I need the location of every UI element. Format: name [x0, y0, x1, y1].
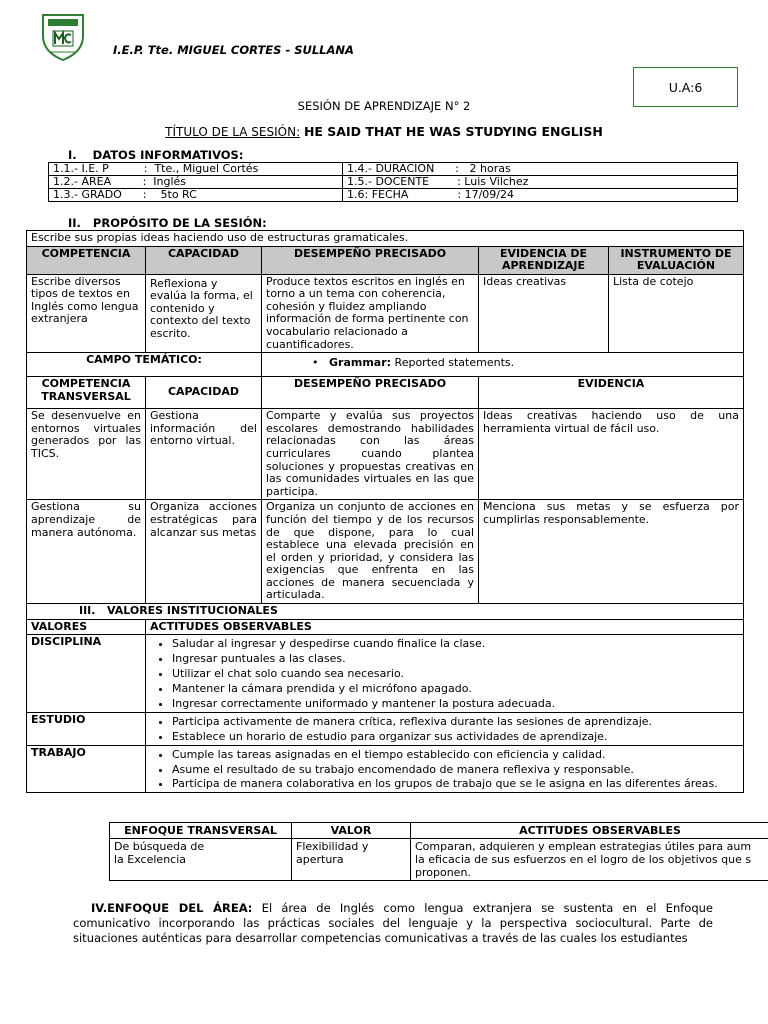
ua-label: U.A:6 — [668, 79, 703, 95]
enfoque-line: apertura — [296, 853, 344, 866]
competencia-cell: Escribe diversos tipos de textos en Inglés como lengua extranjera — [27, 274, 146, 353]
list-item: • Mantener la cámara prendida y el micrófono apagado. — [172, 681, 739, 696]
valor-name: TRABAJO — [27, 746, 146, 793]
enfoque-area-text: El área de Inglés como lengua extranjera se sustenta en el Enfoque comunicativo incorporando las prácticas sociales del lenguaje y la perspectiva sociocultural. Parte de situaciones auténticas para desarrollar competencias comunicativas a través de las cuales los estudiantes — [73, 901, 713, 945]
header-cell: CAPACIDAD — [146, 377, 262, 409]
header-cell: CAPACIDAD — [146, 246, 262, 274]
table-row — [27, 635, 744, 713]
header-cell: ENFOQUE TRANSVERSAL — [110, 823, 292, 839]
table-row — [27, 746, 744, 793]
enfoque-area-paragraph — [73, 901, 713, 946]
datos-cell: 1.3.- GRADO : 5to RC — [49, 189, 343, 202]
table-row — [27, 619, 744, 635]
header-cell: ACTITUDES OBSERVABLES — [411, 823, 768, 839]
instrumento-cell: Lista de cotejo — [609, 274, 744, 353]
transversal-capacidad-cell: Gestiona información del entorno virtual. — [146, 409, 262, 500]
actitudes-list — [150, 636, 739, 711]
table-row — [110, 839, 768, 881]
title-label: TÍTULO DE LA SESIÓN: — [165, 125, 301, 139]
transversal-desempeno-cell: Organiza un conjunto de acciones en función del tiempo y de los recursos de que dispone, para lo cual establece una elevada precisión en el orden y prioridad, y considera las exigencias que enfrenta en las acciones de manera secuenciada y articulada. — [262, 500, 479, 604]
table-row — [27, 377, 744, 409]
enfoque-name-cell — [110, 839, 292, 881]
list-item: • Cumple las tareas asignadas en el tiempo establecido con eficiencia y calidad. — [172, 747, 739, 762]
enfoque-line: la eficacia de sus esfuerzos en el logro de los objetivos que s — [415, 853, 752, 866]
table-row — [27, 500, 744, 604]
datos-cell: 1.2.- ÁREA : Inglés — [49, 176, 343, 189]
list-item: • Establece un horario de estudio para organizar sus actividades de aprendizaje. — [172, 729, 739, 744]
enfoque-line: Flexibilidad y — [296, 840, 369, 853]
enfoque-table — [109, 822, 768, 881]
enfoque-area-label: IV.ENFOQUE DEL ÁREA: — [91, 901, 253, 915]
header-cell: COMPETENCIA TRANSVERSAL — [27, 377, 146, 409]
list-item: • Participa activamente de manera crítica, reflexiva durante las sesiones de aprendizaje. — [172, 714, 739, 729]
header-cell: DESEMPEÑO PRECISADO — [262, 377, 479, 409]
header-cell: DESEMPEÑO PRECISADO — [262, 246, 479, 274]
capacidad-cell: Reflexiona y evalúa la forma, el contenido y contexto del texto escrito. — [146, 274, 262, 353]
valor-name: ESTUDIO — [27, 713, 146, 746]
section-datos-heading: I. DATOS INFORMATIVOS: — [68, 148, 244, 162]
table-row — [27, 713, 744, 746]
header-cell: INSTRUMENTO DE EVALUACIÓN — [609, 246, 744, 274]
table-row — [27, 274, 744, 353]
valor-name: DISCIPLINA — [27, 635, 146, 713]
transversal-capacidad-cell: Organiza acciones estratégicas para alcanzar sus metas — [146, 500, 262, 604]
datos-cell: 1.5.- DOCENTE : Luis Vilchez — [343, 176, 738, 189]
table-row — [49, 176, 738, 189]
school-logo — [40, 12, 86, 62]
table-row — [49, 163, 738, 176]
campo-tematico-label: CAMPO TEMÁTICO: — [27, 353, 262, 377]
list-item: • Ingresar correctamente uniformado y mantener la postura adecuada. — [172, 696, 739, 711]
header-cell: COMPETENCIA — [27, 246, 146, 274]
table-row — [49, 189, 738, 202]
campo-tematico-value — [262, 353, 744, 377]
evidencia-cell: Ideas creativas — [479, 274, 609, 353]
campo-grammar-label: Grammar: — [329, 356, 392, 370]
list-item: • Asume el resultado de su trabajo encomendado de manera reflexiva y responsable. — [172, 762, 739, 777]
table-row — [27, 409, 744, 500]
enfoque-line: De búsqueda de — [114, 840, 205, 853]
header-cell: ACTITUDES OBSERVABLES — [146, 619, 744, 635]
bullet-icon: • — [312, 356, 319, 370]
enfoque-line: proponen. — [415, 866, 471, 879]
campo-grammar-text: Reported statements. — [391, 356, 515, 370]
datos-cell: 1.1.- I.E. P : Tte., Miguel Cortés — [49, 163, 343, 176]
table-row — [27, 604, 744, 620]
session-title — [0, 124, 768, 139]
title-value: HE SAID THAT HE WAS STUDYING ENGLISH — [303, 124, 603, 139]
actitudes-list — [150, 747, 739, 791]
actitudes-list — [150, 714, 739, 744]
header-cell: EVIDENCIA DE APRENDIZAJE — [479, 246, 609, 274]
header-cell: VALORES — [27, 619, 146, 635]
transversal-evidencia-cell: Menciona sus metas y se esfuerza por cumplirlas responsablemente. — [479, 500, 744, 604]
datos-cell: 1.4.- DURACIÓN : 2 horas — [343, 163, 738, 176]
transversal-evidencia-cell: Ideas creativas haciendo uso de una herramienta virtual de fácil uso. — [479, 409, 744, 500]
list-item: • Utilizar el chat solo cuando sea necesario. — [172, 666, 739, 681]
session-heading: SESIÓN DE APRENDIZAJE N° 2 — [297, 99, 471, 113]
list-item: • Saludar al ingresar y despedirse cuando finalice la clase. — [172, 636, 739, 651]
table-row — [27, 231, 744, 247]
datos-table — [48, 162, 738, 202]
enfoque-actitudes-cell — [411, 839, 768, 881]
enfoque-line: la Excelencia — [114, 853, 187, 866]
header-cell: EVIDENCIA — [479, 377, 744, 409]
valor-actitudes — [146, 746, 744, 793]
school-name: I.E.P. Tte. MIGUEL CORTES - SULLANA — [113, 43, 354, 57]
transversal-competencia-cell: Se desenvuelve en entornos virtuales generados por las TICS. — [27, 409, 146, 500]
table-row — [27, 353, 744, 377]
header-cell: VALOR — [292, 823, 411, 839]
valor-actitudes — [146, 635, 744, 713]
proposito-intro: Escribe sus propias ideas haciendo uso de estructuras gramaticales. — [27, 231, 744, 247]
proposito-table — [26, 230, 744, 793]
transversal-desempeno-cell: Comparte y evalúa sus proyectos escolares demostrando habilidades relacionadas con las áreas curriculares cuando plantea soluciones y propuestas creativas en las comunidades virtuales en las que participa. — [262, 409, 479, 500]
section-proposito-heading: II. PROPÓSITO DE LA SESIÓN: — [68, 216, 267, 230]
table-row — [27, 246, 744, 274]
list-item: • Participa de manera colaborativa en los grupos de trabajo que se le asigna en las diferentes áreas. — [172, 777, 739, 791]
table-row — [110, 823, 768, 839]
section-valores-heading: III. VALORES INSTITUCIONALES — [27, 604, 744, 620]
datos-cell: 1.6: FECHA : 17/09/24 — [343, 189, 738, 202]
list-item: • Ingresar puntuales a las clases. — [172, 651, 739, 666]
transversal-competencia-cell: Gestiona su aprendizaje de manera autónoma. — [27, 500, 146, 604]
enfoque-valor-cell — [292, 839, 411, 881]
valor-actitudes — [146, 713, 744, 746]
enfoque-line: Comparan, adquieren y emplean estrategias útiles para aum — [415, 840, 752, 853]
desempeno-cell: Produce textos escritos en inglés en torno a un tema con coherencia, cohesión y fluidez ampliando información de forma pertinente con vocabulario relacionado a cuantificadores. — [262, 274, 479, 353]
